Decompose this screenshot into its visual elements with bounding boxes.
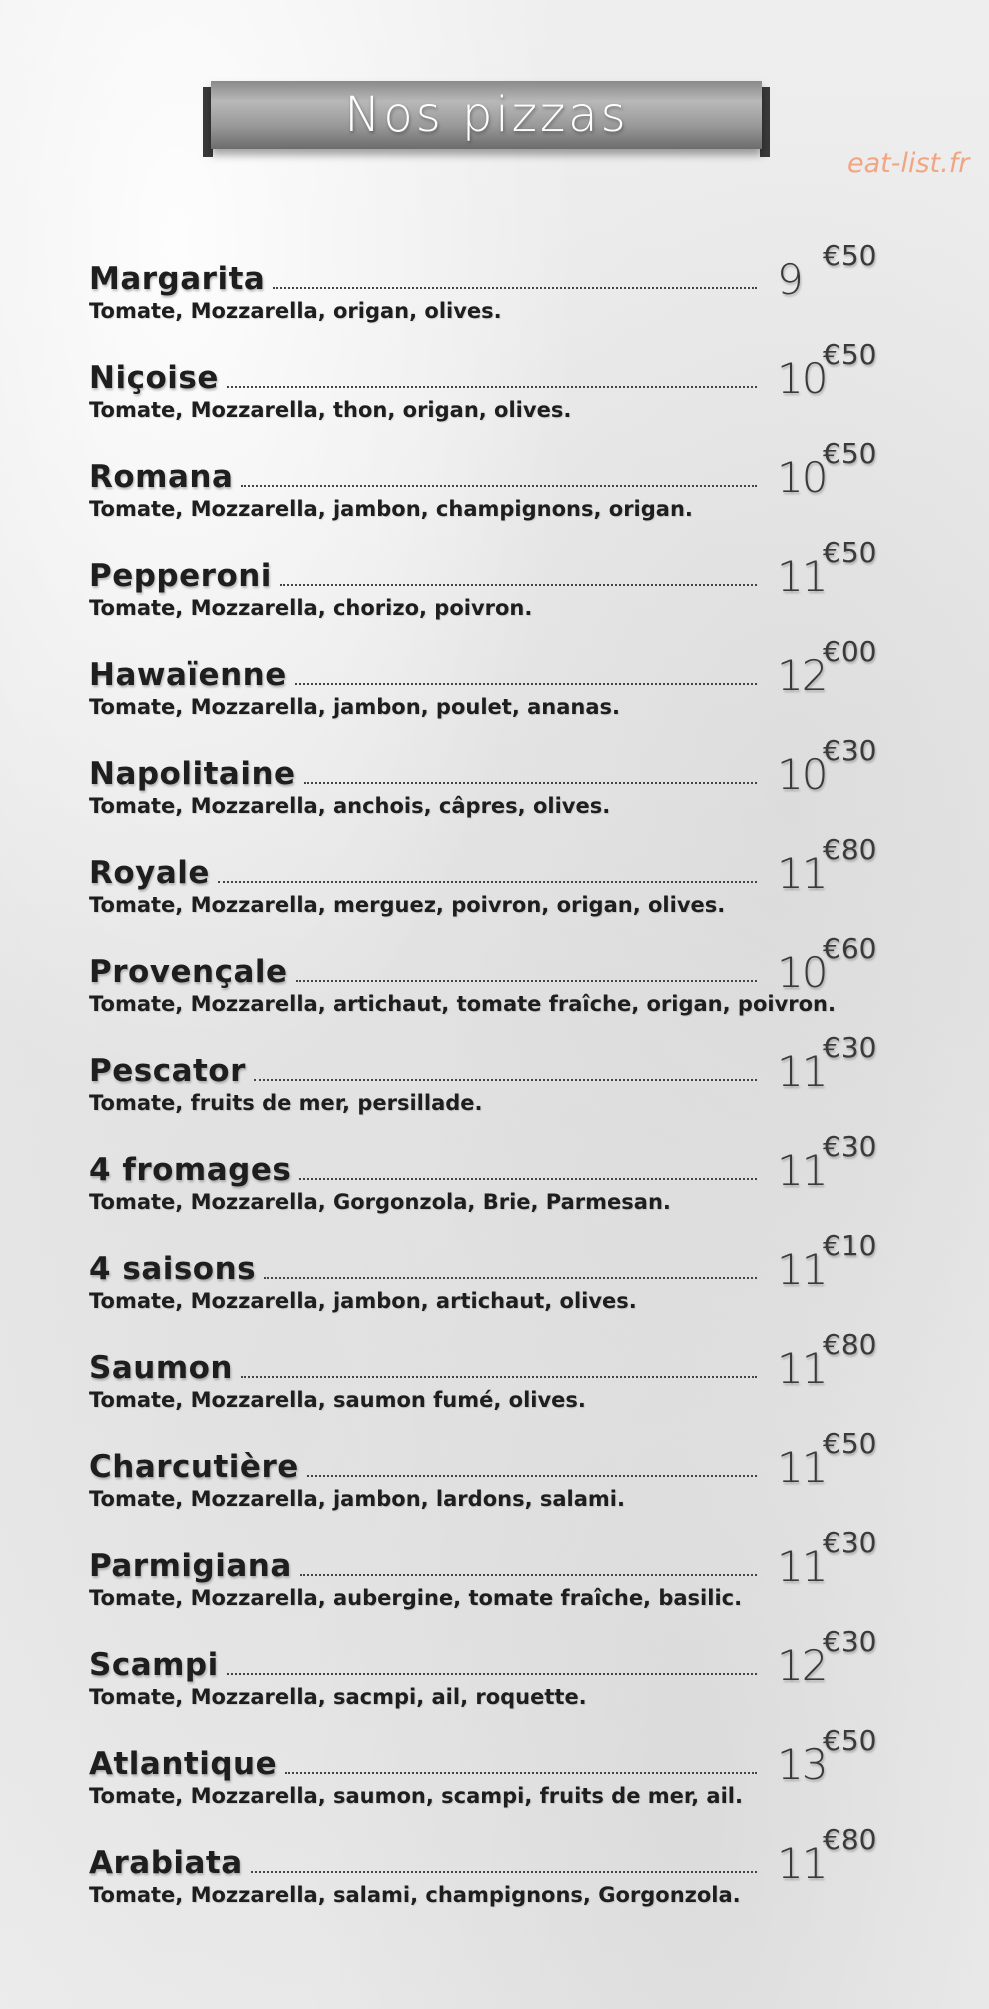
price-euros: 12 bbox=[777, 1641, 827, 1690]
dotted-leader bbox=[218, 881, 757, 883]
menu-item-header bbox=[89, 1724, 889, 1789]
price-euros: 11 bbox=[777, 1146, 827, 1195]
pizza-menu-list bbox=[89, 239, 889, 1933]
menu-item-name: Pescator bbox=[89, 1053, 246, 1089]
menu-item-description: Tomate, fruits de mer, persillade. bbox=[89, 1091, 483, 1115]
menu-item-name: Provençale bbox=[89, 954, 288, 990]
price-euros: 11 bbox=[777, 1245, 827, 1294]
menu-item-description: Tomate, Mozzarella, origan, olives. bbox=[89, 299, 502, 323]
price-cents: €50 bbox=[823, 338, 877, 371]
menu-item-description: Tomate, Mozzarella, aubergine, tomate fraîche, basilic. bbox=[89, 1586, 743, 1610]
menu-item-description: Tomate, Mozzarella, Gorgonzola, Brie, Parmesan. bbox=[89, 1190, 671, 1214]
menu-item bbox=[89, 536, 889, 646]
menu-item-header bbox=[89, 1328, 889, 1393]
price-euros: 10 bbox=[777, 453, 827, 502]
menu-item bbox=[89, 1724, 889, 1834]
menu-item-description: Tomate, Mozzarella, artichaut, tomate fraîche, origan, poivron. bbox=[89, 992, 836, 1016]
menu-item-name: Royale bbox=[89, 855, 210, 891]
dotted-leader bbox=[280, 584, 757, 586]
menu-item bbox=[89, 1427, 889, 1537]
menu-item-name: Hawaïenne bbox=[89, 657, 287, 693]
price-cents: €80 bbox=[823, 1328, 877, 1361]
menu-item bbox=[89, 437, 889, 547]
menu-item-name: 4 fromages bbox=[89, 1152, 292, 1188]
menu-item-name: Scampi bbox=[89, 1647, 219, 1683]
menu-item-name: Pepperoni bbox=[89, 558, 272, 594]
menu-item bbox=[89, 833, 889, 943]
menu-item-header bbox=[89, 536, 889, 601]
menu-item-price bbox=[771, 1031, 889, 1096]
menu-item-price bbox=[771, 635, 889, 700]
menu-item bbox=[89, 1625, 889, 1735]
menu-item-header bbox=[89, 932, 889, 997]
price-cents: €30 bbox=[823, 1526, 877, 1559]
menu-item-price bbox=[771, 1823, 889, 1888]
price-cents: €30 bbox=[823, 1625, 877, 1658]
menu-item-price bbox=[771, 1130, 889, 1195]
dotted-leader bbox=[285, 1772, 757, 1774]
menu-item bbox=[89, 1823, 889, 1933]
menu-item-name: Romana bbox=[89, 459, 234, 495]
price-euros: 11 bbox=[777, 1839, 827, 1888]
menu-item-description: Tomate, Mozzarella, anchois, câpres, olives. bbox=[89, 794, 611, 818]
price-cents: €80 bbox=[823, 833, 877, 866]
menu-item-price bbox=[771, 338, 889, 403]
menu-item-price bbox=[771, 1229, 889, 1294]
menu-item-price bbox=[771, 536, 889, 601]
dotted-leader bbox=[264, 1277, 757, 1279]
price-euros: 10 bbox=[777, 948, 827, 997]
menu-item bbox=[89, 1526, 889, 1636]
menu-item-description: Tomate, Mozzarella, jambon, artichaut, olives. bbox=[89, 1289, 637, 1313]
menu-item bbox=[89, 239, 889, 349]
menu-item-description: Tomate, Mozzarella, sacmpi, ail, roquette. bbox=[89, 1685, 587, 1709]
menu-item-name: Parmigiana bbox=[89, 1548, 292, 1584]
price-cents: €50 bbox=[823, 1724, 877, 1757]
price-euros: 11 bbox=[777, 1344, 827, 1393]
price-cents: €80 bbox=[823, 1823, 877, 1856]
price-euros: 9 bbox=[777, 255, 802, 304]
price-cents: €50 bbox=[823, 536, 877, 569]
menu-item bbox=[89, 1328, 889, 1438]
price-euros: 10 bbox=[777, 750, 827, 799]
price-euros: 13 bbox=[777, 1740, 827, 1789]
title-banner bbox=[203, 81, 770, 158]
menu-item-header bbox=[89, 1823, 889, 1888]
menu-item-name: Charcutière bbox=[89, 1449, 299, 1485]
menu-item-description: Tomate, Mozzarella, saumon, scampi, fruits de mer, ail. bbox=[89, 1784, 743, 1808]
menu-item bbox=[89, 338, 889, 448]
dotted-leader bbox=[307, 1475, 757, 1477]
menu-item-description: Tomate, Mozzarella, thon, origan, olives. bbox=[89, 398, 572, 422]
dotted-leader bbox=[273, 287, 757, 289]
menu-item-name: Niçoise bbox=[89, 360, 219, 396]
menu-item-price bbox=[771, 932, 889, 997]
menu-item-header bbox=[89, 338, 889, 403]
price-cents: €50 bbox=[823, 1427, 877, 1460]
menu-item-description: Tomate, Mozzarella, jambon, champignons, origan. bbox=[89, 497, 693, 521]
price-euros: 11 bbox=[777, 552, 827, 601]
price-euros: 11 bbox=[777, 1542, 827, 1591]
menu-item-price bbox=[771, 1427, 889, 1492]
menu-item bbox=[89, 734, 889, 844]
dotted-leader bbox=[300, 1574, 757, 1576]
menu-item-description: Tomate, Mozzarella, jambon, lardons, salami. bbox=[89, 1487, 625, 1511]
dotted-leader bbox=[251, 1871, 757, 1873]
menu-item bbox=[89, 1031, 889, 1141]
dotted-leader bbox=[304, 782, 757, 784]
price-euros: 11 bbox=[777, 1047, 827, 1096]
menu-item-header bbox=[89, 1031, 889, 1096]
menu-item-header bbox=[89, 833, 889, 898]
menu-item-name: Arabiata bbox=[89, 1845, 243, 1881]
menu-item-name: Saumon bbox=[89, 1350, 233, 1386]
menu-item-price bbox=[771, 833, 889, 898]
menu-item-name: Atlantique bbox=[89, 1746, 278, 1782]
dotted-leader bbox=[299, 1178, 757, 1180]
menu-item-header bbox=[89, 437, 889, 502]
menu-item-header bbox=[89, 635, 889, 700]
menu-item-header bbox=[89, 734, 889, 799]
menu-item-name: 4 saisons bbox=[89, 1251, 257, 1287]
banner-ribbon bbox=[211, 81, 762, 149]
menu-item-price bbox=[771, 1526, 889, 1591]
dotted-leader bbox=[296, 980, 757, 982]
menu-item-header bbox=[89, 239, 889, 304]
price-cents: €10 bbox=[823, 1229, 877, 1262]
menu-item-price bbox=[771, 1625, 889, 1690]
dotted-leader bbox=[227, 1673, 757, 1675]
menu-item-description: Tomate, Mozzarella, salami, champignons, Gorgonzola. bbox=[89, 1883, 741, 1907]
menu-item bbox=[89, 1229, 889, 1339]
price-cents: €50 bbox=[823, 437, 877, 470]
price-euros: 11 bbox=[777, 849, 827, 898]
menu-item bbox=[89, 1130, 889, 1240]
menu-item-description: Tomate, Mozzarella, jambon, poulet, ananas. bbox=[89, 695, 620, 719]
dotted-leader bbox=[241, 1376, 757, 1378]
menu-item-price bbox=[771, 1328, 889, 1393]
menu-item bbox=[89, 932, 889, 1042]
page-title: Nos pizzas bbox=[344, 87, 629, 143]
menu-item-header bbox=[89, 1229, 889, 1294]
menu-item-name: Margarita bbox=[89, 261, 266, 297]
price-cents: €30 bbox=[823, 1130, 877, 1163]
menu-item-description: Tomate, Mozzarella, chorizo, poivron. bbox=[89, 596, 533, 620]
menu-item-header bbox=[89, 1130, 889, 1195]
menu-item-name: Napolitaine bbox=[89, 756, 296, 792]
menu-item-description: Tomate, Mozzarella, merguez, poivron, origan, olives. bbox=[89, 893, 726, 917]
menu-item-description: Tomate, Mozzarella, saumon fumé, olives. bbox=[89, 1388, 586, 1412]
dotted-leader bbox=[254, 1079, 757, 1081]
price-cents: €30 bbox=[823, 1031, 877, 1064]
price-cents: €50 bbox=[823, 239, 877, 272]
menu-item-header bbox=[89, 1625, 889, 1690]
dotted-leader bbox=[241, 485, 757, 487]
menu-item-header bbox=[89, 1427, 889, 1492]
price-euros: 12 bbox=[777, 651, 827, 700]
dotted-leader bbox=[227, 386, 757, 388]
price-cents: €00 bbox=[823, 635, 877, 668]
price-cents: €30 bbox=[823, 734, 877, 767]
price-euros: 11 bbox=[777, 1443, 827, 1492]
price-cents: €60 bbox=[823, 932, 877, 965]
menu-item-price bbox=[771, 239, 889, 304]
menu-item-price bbox=[771, 1724, 889, 1789]
menu-item bbox=[89, 635, 889, 745]
menu-item-price bbox=[771, 734, 889, 799]
menu-item-header bbox=[89, 1526, 889, 1591]
watermark: eat-list.fr bbox=[847, 148, 970, 179]
price-euros: 10 bbox=[777, 354, 827, 403]
dotted-leader bbox=[295, 683, 757, 685]
menu-item-price bbox=[771, 437, 889, 502]
